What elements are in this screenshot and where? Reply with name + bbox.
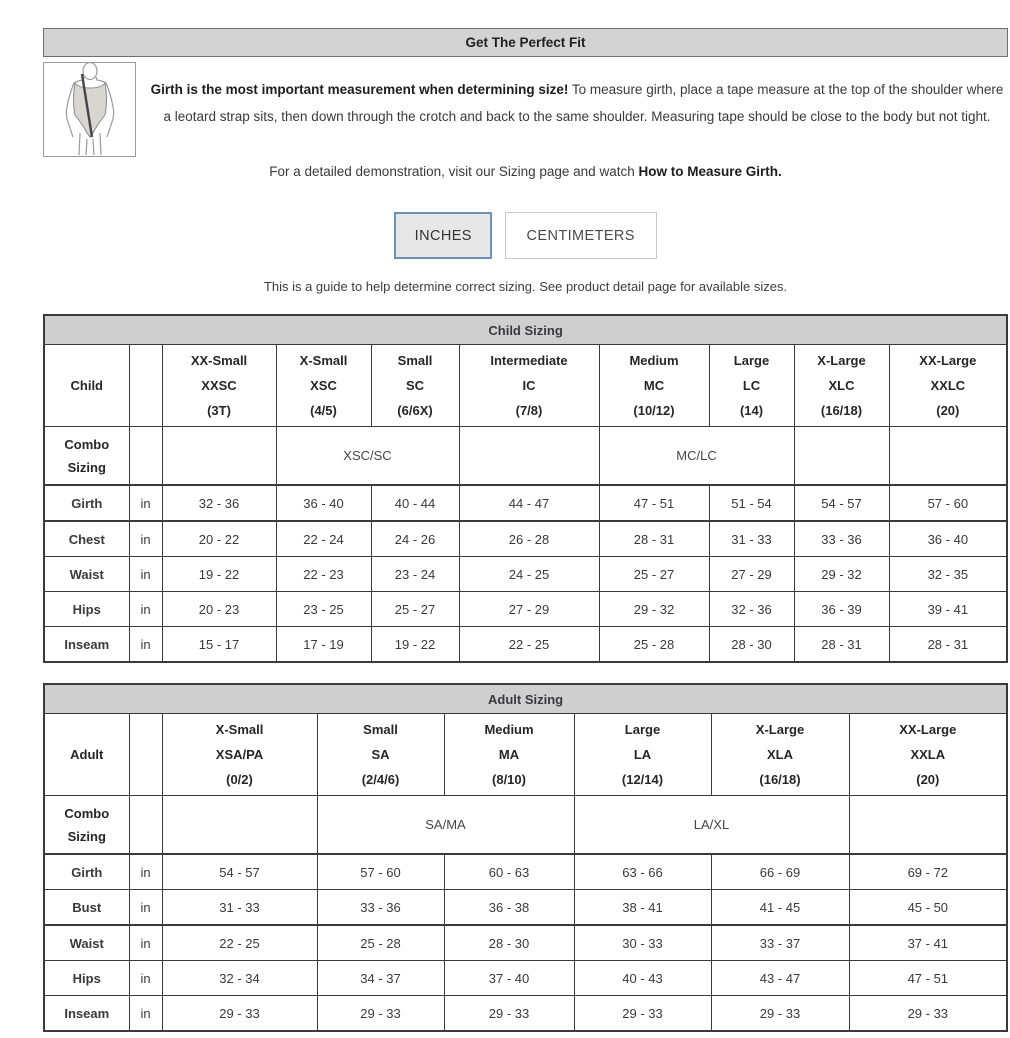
measurement-label: Girth [44, 485, 129, 521]
size-range-cell: 32 - 34 [162, 961, 317, 996]
unit-cell: in [129, 854, 162, 890]
size-range-cell: 24 - 25 [459, 557, 599, 592]
combo-span-cell: SA/MA [317, 796, 574, 855]
size-range-cell: 60 - 63 [444, 854, 574, 890]
row-group-label: Adult [44, 714, 129, 796]
measurement-label: Girth [44, 854, 129, 890]
size-range-cell: 28 - 31 [794, 627, 889, 663]
combo-span-cell [849, 796, 1007, 855]
size-range-cell: 41 - 45 [711, 890, 849, 926]
combo-unit-cell [129, 796, 162, 855]
leotard-figure-illustration [44, 63, 135, 156]
size-column-header: XX-Large XXLC (20) [889, 345, 1007, 427]
size-range-cell: 54 - 57 [162, 854, 317, 890]
leotard-girth-diagram-icon [43, 62, 136, 157]
unit-cell: in [129, 890, 162, 926]
size-range-cell: 27 - 29 [709, 557, 794, 592]
unit-cell: in [129, 521, 162, 557]
size-range-cell: 29 - 33 [444, 996, 574, 1032]
table-title: Child Sizing [44, 315, 1007, 345]
intro-section [43, 62, 1008, 157]
unit-cell: in [129, 996, 162, 1032]
unit-cell: in [129, 925, 162, 961]
unit-cell: in [129, 485, 162, 521]
size-range-cell: 20 - 22 [162, 521, 276, 557]
size-range-cell: 36 - 38 [444, 890, 574, 926]
centimeters-button[interactable]: CENTIMETERS [505, 212, 657, 259]
size-range-cell: 25 - 27 [371, 592, 459, 627]
size-range-cell: 66 - 69 [711, 854, 849, 890]
inches-button[interactable]: INCHES [394, 212, 492, 259]
sizing-guide-page [43, 28, 1008, 1032]
page-title: Get The Perfect Fit [465, 35, 586, 50]
adult-sizing-table [43, 683, 1008, 1032]
measurement-label: Inseam [44, 996, 129, 1032]
size-range-cell: 29 - 32 [794, 557, 889, 592]
unit-header-cell [129, 714, 162, 796]
measurement-label: Chest [44, 521, 129, 557]
size-range-cell: 36 - 39 [794, 592, 889, 627]
demo-line [43, 164, 1008, 179]
combo-span-cell [889, 427, 1007, 486]
size-range-cell: 22 - 25 [459, 627, 599, 663]
measurement-label: Hips [44, 961, 129, 996]
size-range-cell: 22 - 23 [276, 557, 371, 592]
size-range-cell: 29 - 33 [162, 996, 317, 1032]
unit-header-cell [129, 345, 162, 427]
table-title: Adult Sizing [44, 684, 1007, 714]
size-column-header: Medium MC (10/12) [599, 345, 709, 427]
size-column-header: X-Small XSC (4/5) [276, 345, 371, 427]
size-range-cell: 29 - 32 [599, 592, 709, 627]
size-range-cell: 19 - 22 [371, 627, 459, 663]
measurement-label: Bust [44, 890, 129, 926]
size-range-cell: 28 - 30 [444, 925, 574, 961]
size-range-cell: 32 - 35 [889, 557, 1007, 592]
size-range-cell: 29 - 33 [849, 996, 1007, 1032]
size-range-cell: 22 - 25 [162, 925, 317, 961]
size-range-cell: 54 - 57 [794, 485, 889, 521]
size-column-header: X-Large XLA (16/18) [711, 714, 849, 796]
size-range-cell: 17 - 19 [276, 627, 371, 663]
size-range-cell: 37 - 40 [444, 961, 574, 996]
size-range-cell: 25 - 28 [317, 925, 444, 961]
size-column-header: X-Small XSA/PA (0/2) [162, 714, 317, 796]
size-column-header: Large LA (12/14) [574, 714, 711, 796]
size-column-header: Small SC (6/6X) [371, 345, 459, 427]
size-range-cell: 37 - 41 [849, 925, 1007, 961]
combo-sizing-label: Combo Sizing [44, 427, 129, 486]
size-column-header: X-Large XLC (16/18) [794, 345, 889, 427]
size-range-cell: 32 - 36 [709, 592, 794, 627]
combo-span-cell: LA/XL [574, 796, 849, 855]
size-range-cell: 22 - 24 [276, 521, 371, 557]
unit-cell: in [129, 592, 162, 627]
size-range-cell: 69 - 72 [849, 854, 1007, 890]
girth-instructions-paragraph [136, 76, 1008, 144]
size-range-cell: 51 - 54 [709, 485, 794, 521]
size-range-cell: 40 - 44 [371, 485, 459, 521]
row-group-label: Child [44, 345, 129, 427]
size-range-cell: 20 - 23 [162, 592, 276, 627]
measurement-label: Waist [44, 925, 129, 961]
unit-cell: in [129, 627, 162, 663]
size-range-cell: 47 - 51 [599, 485, 709, 521]
demo-line-text: For a detailed demonstration, visit our Sizing page and watch [269, 164, 639, 179]
size-range-cell: 34 - 37 [317, 961, 444, 996]
size-range-cell: 23 - 24 [371, 557, 459, 592]
size-range-cell: 31 - 33 [162, 890, 317, 926]
girth-instructions-body: To measure girth, place a tape measure at the top of the shoulder where a leotard strap sits, then down through the crotch and back to the same shoulder. Measuring tape should be close to the body but not tight. [163, 81, 1004, 124]
combo-span-cell: XSC/SC [276, 427, 459, 486]
size-range-cell: 28 - 30 [709, 627, 794, 663]
size-range-cell: 15 - 17 [162, 627, 276, 663]
size-range-cell: 45 - 50 [849, 890, 1007, 926]
size-range-cell: 25 - 27 [599, 557, 709, 592]
demo-line-bold: How to Measure Girth. [638, 164, 782, 179]
size-range-cell: 28 - 31 [889, 627, 1007, 663]
fit-header-bar [43, 28, 1008, 57]
unit-cell: in [129, 557, 162, 592]
size-range-cell: 26 - 28 [459, 521, 599, 557]
size-range-cell: 19 - 22 [162, 557, 276, 592]
size-range-cell: 36 - 40 [276, 485, 371, 521]
combo-span-cell: MC/LC [599, 427, 794, 486]
size-range-cell: 24 - 26 [371, 521, 459, 557]
size-range-cell: 29 - 33 [317, 996, 444, 1032]
size-range-cell: 32 - 36 [162, 485, 276, 521]
size-range-cell: 27 - 29 [459, 592, 599, 627]
size-range-cell: 44 - 47 [459, 485, 599, 521]
size-range-cell: 25 - 28 [599, 627, 709, 663]
combo-span-cell [794, 427, 889, 486]
girth-instructions-lead: Girth is the most important measurement when determining size! [150, 81, 569, 97]
size-column-header: Small SA (2/4/6) [317, 714, 444, 796]
size-column-header: Intermediate IC (7/8) [459, 345, 599, 427]
size-range-cell: 57 - 60 [889, 485, 1007, 521]
size-range-cell: 29 - 33 [574, 996, 711, 1032]
size-range-cell: 39 - 41 [889, 592, 1007, 627]
size-range-cell: 33 - 37 [711, 925, 849, 961]
combo-span-cell [162, 796, 317, 855]
size-range-cell: 40 - 43 [574, 961, 711, 996]
measurement-label: Hips [44, 592, 129, 627]
size-range-cell: 33 - 36 [317, 890, 444, 926]
size-range-cell: 43 - 47 [711, 961, 849, 996]
size-range-cell: 63 - 66 [574, 854, 711, 890]
unit-cell: in [129, 961, 162, 996]
size-column-header: XX-Small XXSC (3T) [162, 345, 276, 427]
unit-toggle [43, 212, 1008, 259]
size-range-cell: 36 - 40 [889, 521, 1007, 557]
combo-span-cell [459, 427, 599, 486]
size-range-cell: 38 - 41 [574, 890, 711, 926]
size-column-header: Large LC (14) [709, 345, 794, 427]
size-range-cell: 57 - 60 [317, 854, 444, 890]
size-range-cell: 29 - 33 [711, 996, 849, 1032]
size-column-header: Medium MA (8/10) [444, 714, 574, 796]
combo-unit-cell [129, 427, 162, 486]
size-range-cell: 28 - 31 [599, 521, 709, 557]
combo-span-cell [162, 427, 276, 486]
size-range-cell: 31 - 33 [709, 521, 794, 557]
sizing-note: This is a guide to help determine correct sizing. See product detail page for available sizes. [263, 279, 788, 294]
child-sizing-table [43, 314, 1008, 663]
size-range-cell: 23 - 25 [276, 592, 371, 627]
size-column-header: XX-Large XXLA (20) [849, 714, 1007, 796]
measurement-label: Waist [44, 557, 129, 592]
size-range-cell: 47 - 51 [849, 961, 1007, 996]
size-range-cell: 33 - 36 [794, 521, 889, 557]
combo-sizing-label: Combo Sizing [44, 796, 129, 855]
measurement-label: Inseam [44, 627, 129, 663]
size-range-cell: 30 - 33 [574, 925, 711, 961]
